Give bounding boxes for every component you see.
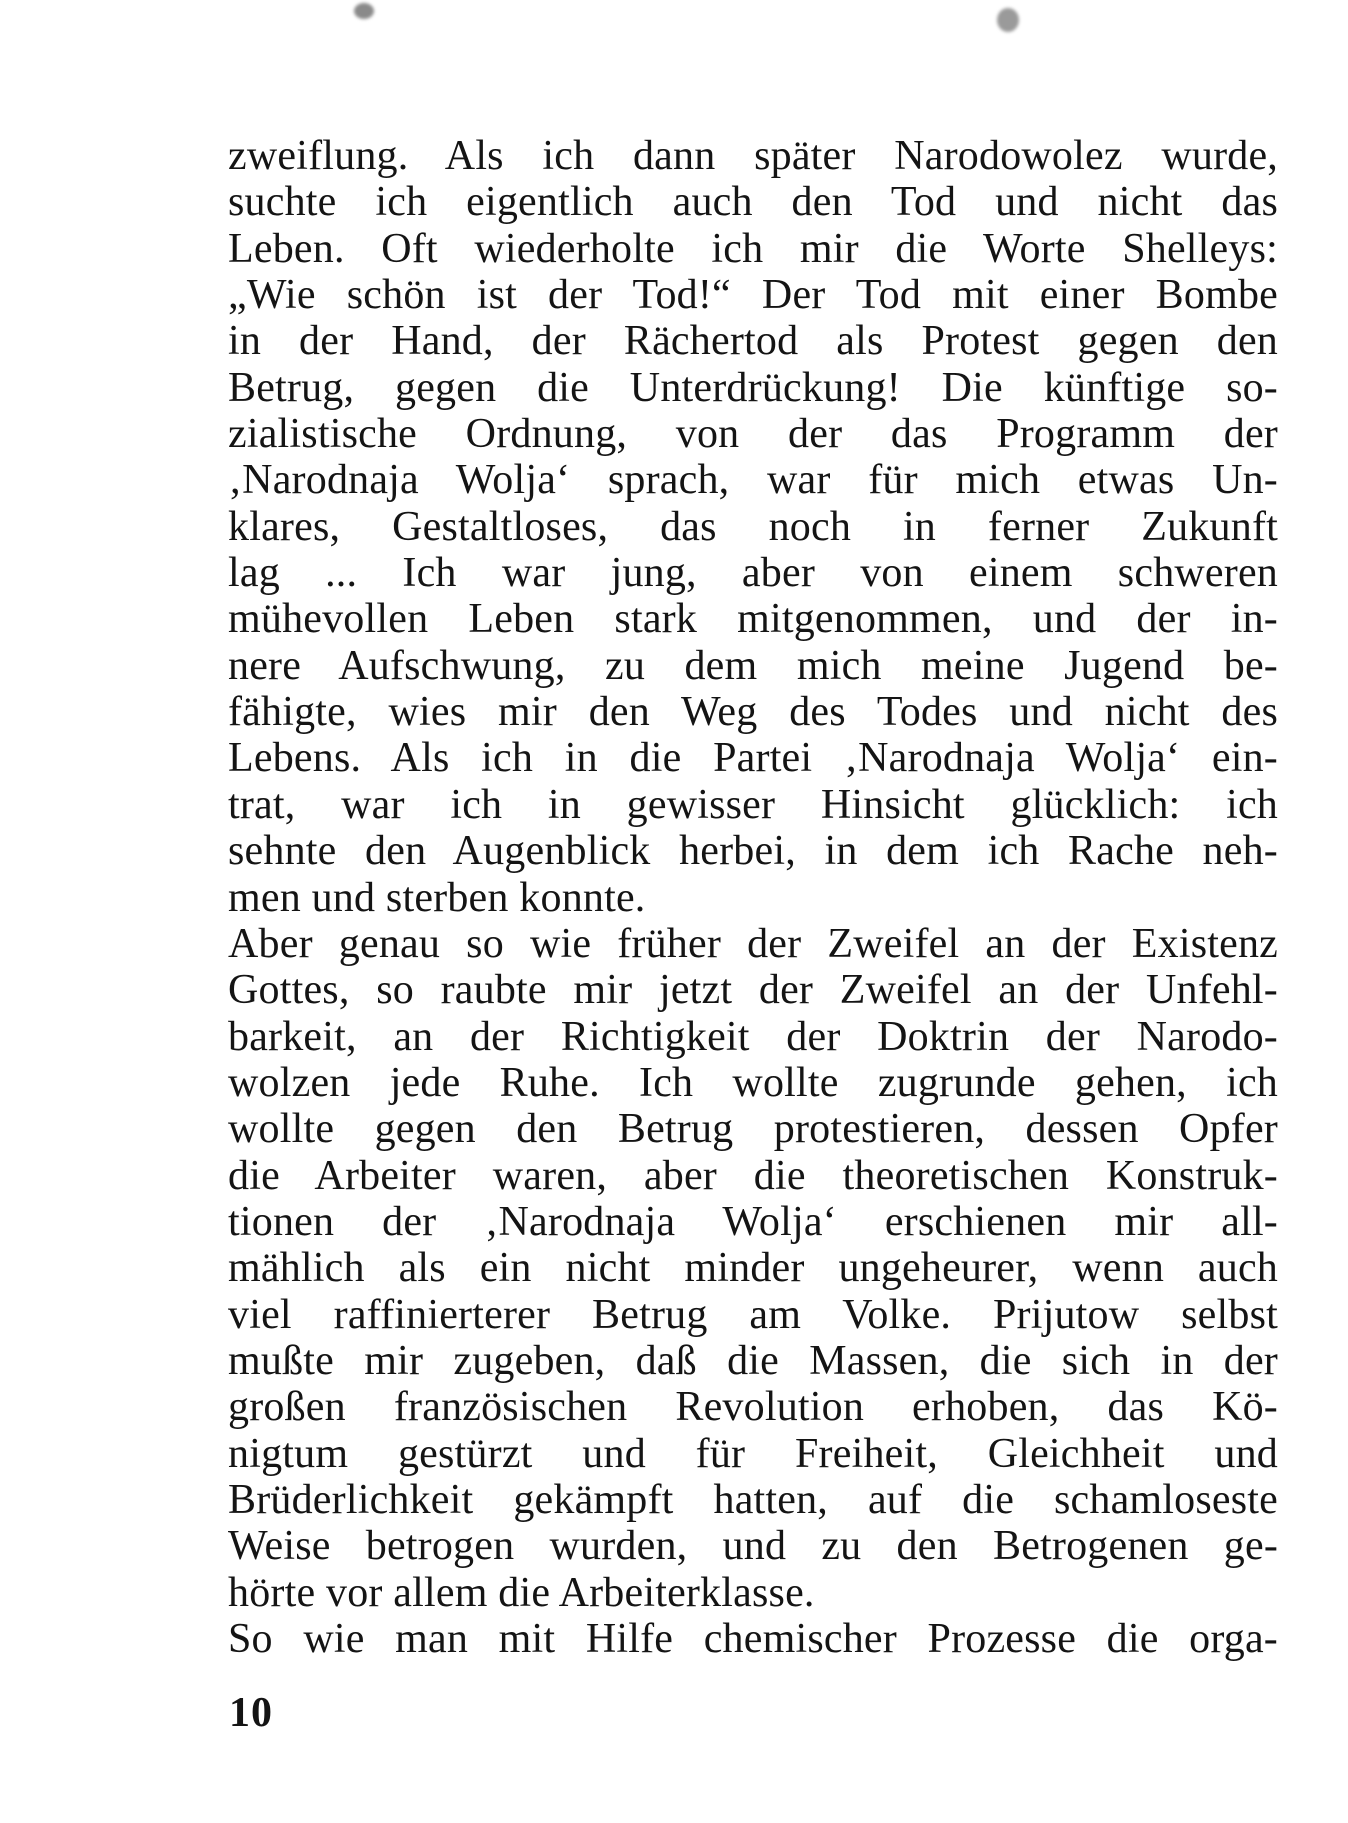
text-line: mühevollen Leben stark mitgenommen, und der in- xyxy=(228,596,1278,643)
text-line: tionen der ‚Narodnaja Wolja‘ erschienen mir all- xyxy=(228,1198,1278,1245)
text-line: wollte gegen den Betrug protestieren, dessen Opfer xyxy=(228,1106,1278,1153)
scan-speck xyxy=(354,3,374,19)
text-line: nigtum gestürzt und für Freiheit, Gleichheit und xyxy=(228,1430,1278,1477)
text-line: Weise betrogen wurden, und zu den Betrogenen ge- xyxy=(228,1523,1278,1570)
text-line: barkeit, an der Richtigkeit der Doktrin der Narodo- xyxy=(228,1013,1278,1060)
text-line: Lebens. Als ich in die Partei ‚Narodnaja Wolja‘ ein- xyxy=(228,735,1278,782)
text-line: viel raffinierterer Betrug am Volke. Prijutow selbst xyxy=(228,1291,1278,1338)
scan-speck xyxy=(997,8,1019,32)
text-line: Gottes, so raubte mir jetzt der Zweifel an der Unfehl- xyxy=(228,967,1278,1014)
text-line: nere Aufschwung, zu dem mich meine Jugend be- xyxy=(228,642,1278,689)
text-line: hörte vor allem die Arbeiterklasse. xyxy=(228,1569,815,1616)
text-line: Aber genau so wie früher der Zweifel an der Existenz xyxy=(228,920,1278,967)
text-line: ‚Narodnaja Wolja‘ sprach, war für mich etwas Un- xyxy=(228,457,1278,504)
text-line: großen französischen Revolution erhoben, das Kö- xyxy=(228,1384,1278,1431)
text-line: klares, Gestaltloses, das noch in ferner Zukunft xyxy=(228,503,1278,550)
text-line: So wie man mit Hilfe chemischer Prozesse die orga- xyxy=(228,1616,1278,1662)
text-line: lag ... Ich war jung, aber von einem schweren xyxy=(228,550,1278,597)
text-line: in der Hand, der Rächertod als Protest gegen den xyxy=(228,318,1278,365)
body-text xyxy=(228,133,1278,1662)
text-line: zweiflung. Als ich dann später Narodowolez wurde, xyxy=(228,133,1278,179)
text-line: trat, war ich in gewisser Hinsicht glücklich: ich xyxy=(228,781,1278,828)
text-line: die Arbeiter waren, aber die theoretischen Konstruk- xyxy=(228,1152,1278,1199)
page-number: 10 xyxy=(229,1690,273,1736)
text-line: wolzen jede Ruhe. Ich wollte zugrunde gehen, ich xyxy=(228,1059,1278,1106)
text-line: sehnte den Augenblick herbei, in dem ich Rache neh- xyxy=(228,828,1278,875)
text-line: mußte mir zugeben, daß die Massen, die sich in der xyxy=(228,1337,1278,1384)
text-line: Brüderlichkeit gekämpft hatten, auf die schamloseste xyxy=(228,1476,1278,1523)
text-line: zialistische Ordnung, von der das Programm der xyxy=(228,411,1278,458)
text-line: Leben. Oft wiederholte ich mir die Worte Shelleys: xyxy=(228,225,1278,272)
text-line: mählich als ein nicht minder ungeheurer, wenn auch xyxy=(228,1245,1278,1292)
text-line: Betrug, gegen die Unterdrückung! Die künftige so- xyxy=(228,364,1278,411)
text-line: men und sterben konnte. xyxy=(228,874,646,921)
text-line: suchte ich eigentlich auch den Tod und nicht das xyxy=(228,179,1278,226)
text-line: fähigte, wies mir den Weg des Todes und nicht des xyxy=(228,689,1278,736)
text-line: „Wie schön ist der Tod!“ Der Tod mit einer Bombe xyxy=(228,272,1278,319)
